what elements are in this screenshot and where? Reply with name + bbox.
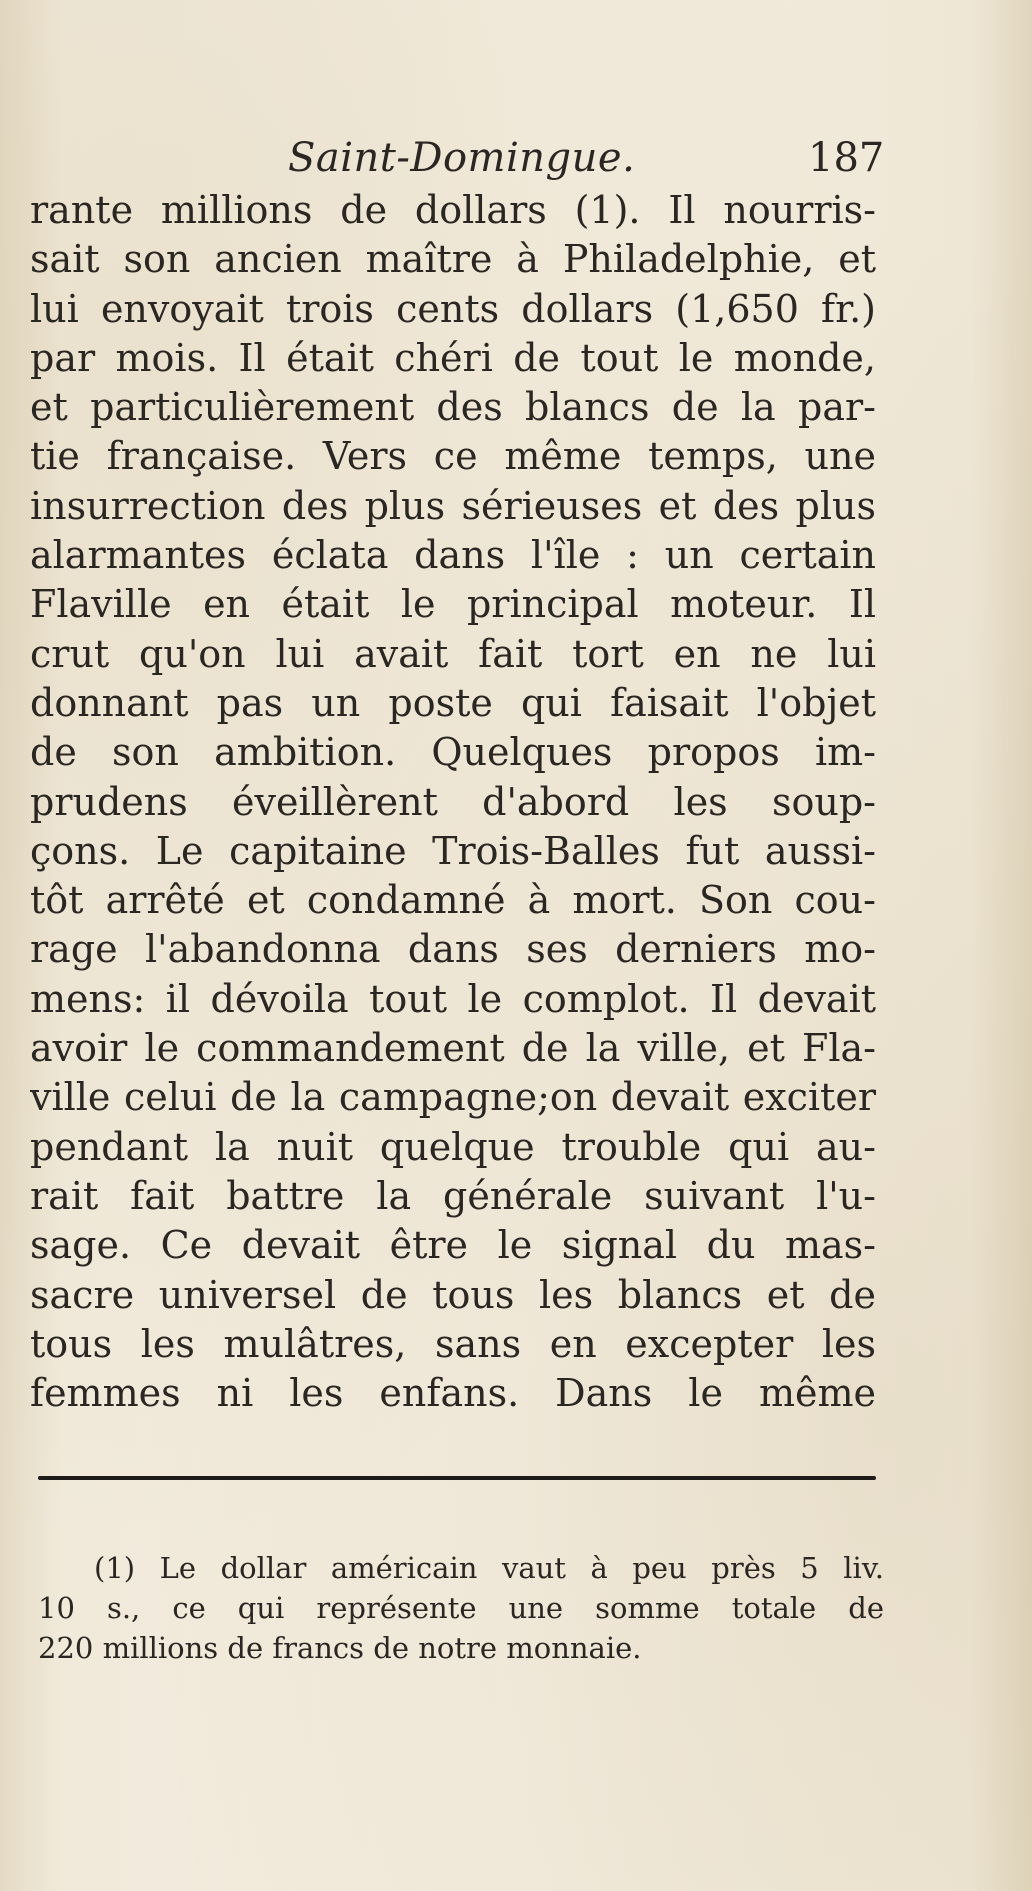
footnote-line: 220 millions de francs de notre monnaie. <box>38 1631 642 1665</box>
footnote-line: (1) Le dollar américain vaut à peu près 5 liv. <box>94 1551 884 1585</box>
text-line: sait son ancien maître à Philadelphie, et <box>30 237 876 282</box>
footnote-line: 10 s., ce qui représente une somme totale de <box>38 1591 884 1625</box>
text-line: çons. Le capitaine Trois-Balles fut aussi- <box>30 828 876 873</box>
text-line: donnant pas un poste qui faisait l'objet <box>30 680 876 725</box>
body-text <box>30 186 876 1418</box>
text-line: prudens éveillèrent d'abord les soup- <box>30 779 876 824</box>
text-line: par mois. Il était chéri de tout le monde, <box>30 335 876 380</box>
text-line: sage. Ce devait être le signal du mas- <box>30 1223 876 1268</box>
text-line: femmes ni les enfans. Dans le même <box>30 1371 876 1416</box>
text-line: tous les mulâtres, sans en excepter les <box>30 1321 876 1366</box>
running-title: Saint-Domingue. <box>288 135 636 181</box>
text-line: avoir le commandement de la ville, et Fla- <box>30 1026 876 1071</box>
text-line: rage l'abandonna dans ses derniers mo- <box>30 927 876 972</box>
text-line: rante millions de dollars (1). Il nourris- <box>30 188 876 232</box>
text-line: tôt arrêté et condamné à mort. Son cou- <box>30 878 876 923</box>
text-line: mens: il dévoila tout le complot. Il devait <box>30 976 876 1021</box>
text-line: rait fait battre la générale suivant l'u- <box>30 1173 876 1218</box>
text-line: sacre universel de tous les blancs et de <box>30 1272 876 1317</box>
text-line: ville celui de la campagne;on devait exciter <box>30 1075 876 1120</box>
text-line: tie française. Vers ce même temps, une <box>30 434 876 479</box>
text-line: de son ambition. Quelques propos im- <box>30 730 876 775</box>
text-line: lui envoyait trois cents dollars (1,650 fr.) <box>30 286 876 331</box>
page-number: 187 <box>808 135 885 181</box>
footnote <box>38 1548 884 1668</box>
text-line: Flaville en était le principal moteur. Il <box>30 582 876 627</box>
text-line: pendant la nuit quelque trouble qui au- <box>30 1124 876 1169</box>
footnote-rule <box>38 1476 876 1480</box>
text-line: et particulièrement des blancs de la par- <box>30 385 876 430</box>
text-line: alarmantes éclata dans l'île : un certain <box>30 533 876 578</box>
text-line: insurrection des plus sérieuses et des plus <box>30 483 876 528</box>
running-head <box>0 128 1032 188</box>
text-line: crut qu'on lui avait fait tort en ne lui <box>30 631 876 676</box>
